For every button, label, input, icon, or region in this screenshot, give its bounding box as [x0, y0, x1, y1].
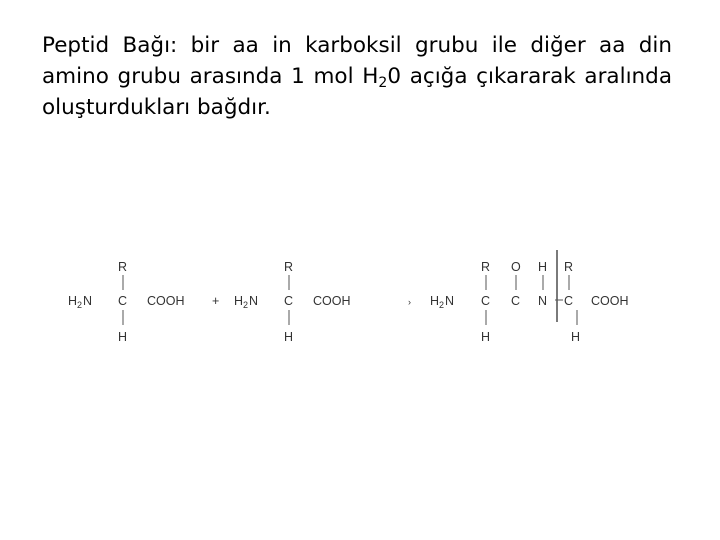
carboxyl-group: COOH — [147, 294, 185, 308]
carbonyl-carbon: C — [511, 294, 521, 308]
r-group: R — [284, 260, 294, 274]
hydrogen: H — [284, 330, 294, 344]
alpha-carbon: C — [118, 294, 128, 308]
amino-acid-2 — [234, 260, 351, 344]
amine-n: N — [249, 294, 259, 308]
amino-acid-1 — [68, 260, 185, 344]
amide-hydrogen: H — [538, 260, 548, 274]
r-group-2: R — [564, 260, 574, 274]
amine-subscript: 2 — [439, 300, 445, 310]
hydrogen-1: H — [481, 330, 491, 344]
amine-subscript: 2 — [77, 300, 83, 310]
reaction-arrow: › — [408, 297, 411, 307]
definition-line-2-start: amino grubu arasında 1 mol H — [42, 64, 379, 89]
definition-line-1: Peptid Bağı: bir aa in karboksil grubu ile diğer aa din — [42, 33, 672, 58]
amine-subscript: 2 — [243, 300, 249, 310]
carbonyl-oxygen: O — [511, 260, 521, 274]
definition-line-3: aralında oluşturdukları bağdır. — [42, 64, 672, 120]
alpha-carbon-1: C — [481, 294, 491, 308]
amine-h: H — [68, 294, 78, 308]
amine-h: H — [234, 294, 244, 308]
amine-n: N — [83, 294, 93, 308]
hydrogen-2: H — [571, 330, 581, 344]
alpha-carbon-2: C — [564, 294, 574, 308]
amide-nitrogen: N — [538, 294, 548, 308]
r-group: R — [118, 260, 128, 274]
r-group-1: R — [481, 260, 491, 274]
carboxyl-group: COOH — [313, 294, 351, 308]
dipeptide-product — [430, 250, 629, 344]
subscript-2: 2 — [378, 75, 388, 91]
hydrogen: H — [118, 330, 128, 344]
definition-line-2-end: 0 açığa çıkararak — [387, 64, 576, 89]
amine-h: H — [430, 294, 440, 308]
amine-n: N — [445, 294, 455, 308]
carboxyl-group: COOH — [591, 294, 629, 308]
plus-sign: + — [212, 294, 220, 308]
alpha-carbon: C — [284, 294, 294, 308]
